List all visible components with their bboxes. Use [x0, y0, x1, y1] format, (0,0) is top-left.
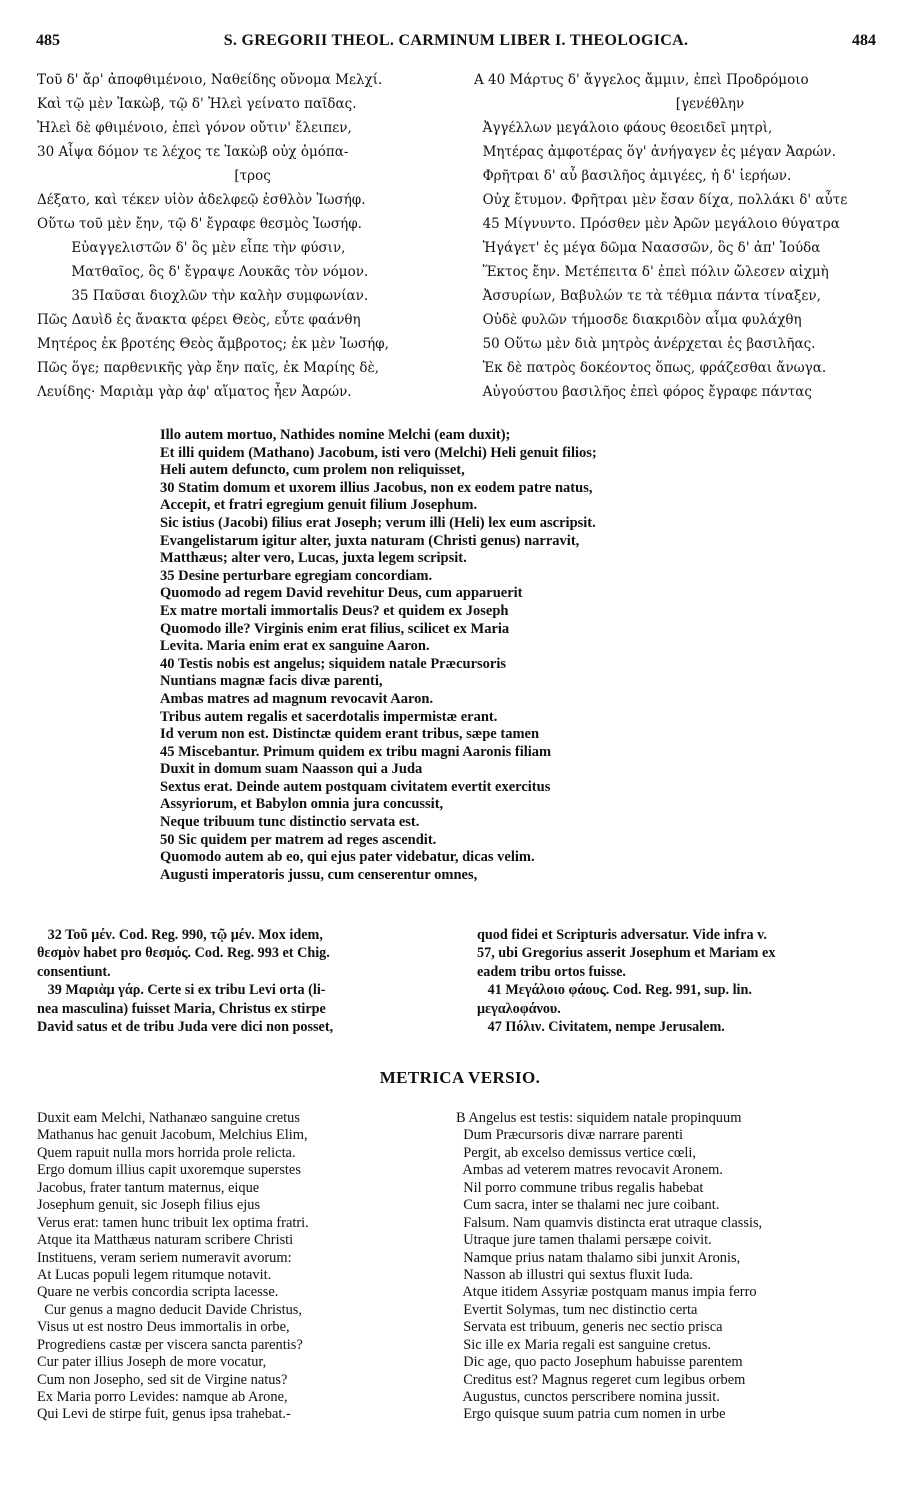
metrica-verse-line: Sic ille ex Maria regali est sanguine cretus. — [456, 1336, 711, 1353]
greek-verse-line: A 40 Μάρτυς δ' ἄγγελος ἄμμιν, ἐπεὶ Προδρόμοιο — [474, 72, 809, 88]
metrica-verse-line: Dic age, quo pacto Josephum habuisse parentem — [456, 1354, 743, 1371]
latin-verse-line: 40 Testis nobis est angelus; siquidem natale Præcursoris — [160, 655, 507, 672]
footnote-line: quod fidei et Scripturis adversatur. Vide infra v. — [477, 927, 767, 943]
latin-translation-block — [160, 427, 800, 884]
metrica-verse-line: Ergo quisque suum patria cum nomen in urbe — [456, 1406, 726, 1423]
latin-verse-line: 45 Miscebantur. Primum quidem ex tribu magni Aaronis filiam — [160, 743, 552, 760]
greek-verse-line: Πῶς Δαυὶδ ἐς ἄνακτα φέρει Θεὸς, εὖτε φαάνθη — [37, 312, 361, 328]
metrica-verse-line: Atque itidem Assyriæ postquam manus impia ferro — [456, 1284, 757, 1301]
metrica-verse-line: Duxit eam Melchi, Nathanæo sanguine cretus — [37, 1110, 300, 1126]
latin-verse-line: Neque tribuum tunc distinctio servata est. — [160, 814, 420, 831]
latin-verse-line: Accepit, et fratri egregium genuit filium Josephum. — [160, 497, 478, 514]
metrica-verse-line: Nasson ab illustri qui sextus fluxit Iuda. — [456, 1266, 694, 1283]
metrica-verse-line: Progrediens castæ per viscera sancta parentis? — [37, 1336, 303, 1353]
footnote-line: nea masculina) fuisset Maria, Christus ex stirpe — [37, 1000, 326, 1017]
metrica-verse-line: Visus ut est nostro Deus immortalis in orbe, — [37, 1319, 290, 1336]
page-number-right: 484 — [852, 32, 876, 49]
footnotes-left-column — [37, 926, 457, 1036]
metrica-verse-line: At Lucas populi legem ritumque notavit. — [37, 1266, 272, 1283]
latin-verse-line: Tribus autem regalis et sacerdotalis impermistæ erant. — [160, 708, 498, 725]
metrica-verse-line: Mathanus hac genuit Jacobum, Melchius Elim, — [37, 1127, 308, 1144]
metrica-verse-line: B Angelus est testis: siquidem natale propinquum — [456, 1110, 742, 1126]
greek-verse-line: Ἠγάγετ' ἐς μέγα δῶμα Ναασσῶν, ὃς δ' ἀπ' Ἰούδα — [474, 240, 821, 256]
greek-verse-line: Καὶ τῷ μὲν Ἰακὼβ, τῷ δ' Ἠλεὶ γείνατο παῖδας. — [37, 96, 357, 112]
greek-text-right-column — [474, 68, 899, 404]
greek-verse-line: Οὐδὲ φυλῶν τήμοσδε διακριδὸν αἷμα φυλάχθη — [474, 312, 802, 328]
metrica-verse-line: Qui Levi de stirpe fuit, genus ipsa trahebat.- — [37, 1406, 291, 1423]
greek-verse-line: Αὐγούστου βασιλῆος ἐπεὶ φόρος ἔγραφε πάντας — [474, 384, 812, 400]
footnote-line: eadem tribu ortos fuisse. — [477, 963, 626, 980]
latin-verse-line: Matthæus; alter vero, Lucas, juxta legem scripsit. — [160, 550, 467, 567]
latin-verse-line: Id verum non est. Distinctæ quidem erant tribus, sæpe tamen — [160, 726, 540, 743]
greek-verse-line: Ἐκ δὲ πατρὸς δοκέοντος ὅπως, φράζεσθαι ἄνωγα. — [474, 360, 827, 376]
section-title: METRICA VERSIO. — [379, 1068, 541, 1087]
latin-verse-line: Sic istius (Jacobi) filius erat Joseph; verum illi (Heli) lex eum ascripsit. — [160, 514, 596, 531]
greek-verse-line: Πῶς ὅγε; παρθενικῆς γὰρ ἔην παῖς, ἐκ Μαρίης δὲ, — [37, 360, 380, 376]
greek-verse-line: Εὐαγγελιστῶν δ' ὃς μὲν εἶπε τὴν φύσιν, — [37, 240, 346, 256]
latin-verse-line: Evangelistarum igitur alter, juxta naturam (Christi genus) narravit, — [160, 532, 580, 549]
latin-verse-line: Illo autem mortuo, Nathides nomine Melchi (eam duxit); — [160, 427, 511, 443]
page-header — [36, 32, 876, 54]
metrica-verse-line: Ex Maria porro Levides: namque ab Arone, — [37, 1389, 288, 1405]
greek-verse-line: Ἠλεὶ δὲ φθιμένοιο, ἐπεὶ γόνον οὔτιν' ἔλειπεν, — [37, 120, 352, 136]
metrica-verse-line: Cur genus a magno deducit Davide Christus, — [37, 1301, 302, 1318]
metrica-verse-line: Quare ne verbis concordia scripta lacesse. — [37, 1284, 279, 1301]
greek-verse-line: 35 Παῦσαι διοχλῶν τὴν καλὴν συμφωνίαν. — [37, 288, 369, 304]
greek-verse-line: Μητέρας ἀμφοτέρας ὅγ' ἀνήγαγεν ἐς μέγαν Ἀαρών. — [474, 144, 836, 160]
metrica-verse-line: Namque prius natam thalamo sibi junxit Aronis, — [456, 1249, 741, 1266]
greek-verse-line: Οὕτω τοῦ μὲν ἔην, τῷ δ' ἔγραφε θεσμὸς Ἰωσήφ. — [37, 216, 362, 232]
metrica-versio-left-column — [37, 1110, 457, 1424]
greek-verse-line: [γενέθλην — [474, 96, 745, 112]
greek-verse-line: Οὐχ ἔτυμον. Φρῆτραι μὲν ἔσαν δίχα, πολλάκι δ' αὖτε — [474, 192, 848, 208]
greek-verse-line: Τοῦ δ' ἄρ' ἀποφθιμένοιο, Ναθείδης οὔνομα Μελχί. — [37, 72, 383, 88]
metrica-verse-line: Cum non Josepho, sed sit de Virgine natus? — [37, 1371, 288, 1388]
metrica-verse-line: Ergo domum illius capit uxoremque superstes — [37, 1162, 301, 1179]
greek-verse-line: Λευίδης· Μαριὰμ γὰρ ἀφ' αἵματος ἦεν Ἀαρών. — [37, 384, 352, 400]
metrica-verse-line: Creditus est? Magnus regeret cum legibus orbem — [456, 1371, 746, 1388]
footnote-line: 41 Μεγάλοιο φάους. Cod. Reg. 991, sup. lin. — [477, 982, 752, 999]
latin-verse-line: 50 Sic quidem per matrem ad reges ascendit. — [160, 831, 437, 848]
latin-verse-line: Quomodo autem ab eo, qui ejus pater videbatur, dicas velim. — [160, 849, 535, 866]
running-title: S. GREGORII THEOL. CARMINUM LIBER I. THEOLOGICA. — [223, 32, 689, 49]
page-number-left: 485 — [36, 32, 60, 49]
latin-verse-line: Levita. Maria enim erat ex sanguine Aaron. — [160, 638, 430, 655]
metrica-verse-line: Evertit Solymas, tum nec distinctio certa — [456, 1301, 698, 1318]
metrica-verse-line: Atque ita Matthæus naturam scribere Christi — [37, 1232, 294, 1249]
metrica-verse-line: Pergit, ab excelso demissus vertice cœli, — [456, 1144, 696, 1161]
metrica-verse-line: Verus erat: tamen hunc tribuit lex optima fratri. — [37, 1214, 309, 1231]
metrica-verse-line: Jacobus, frater tantum maternus, eique — [37, 1179, 260, 1196]
footnote-line: μεγαλοφάνου. — [477, 1000, 561, 1017]
latin-verse-line: 35 Desine perturbare egregiam concordiam. — [160, 567, 433, 584]
metrica-verse-line: Dum Præcursoris divæ narrare parenti — [456, 1127, 683, 1144]
latin-verse-line: Augusti imperatoris jussu, cum censerentur omnes, — [160, 866, 478, 883]
greek-verse-line: 30 Αἶψα δόμον τε λέχος τε Ἰακὼβ οὐχ ὁμόπα- — [37, 144, 349, 160]
metrica-verse-line: Instituens, veram seriem numeravit avorum: — [37, 1249, 292, 1266]
greek-verse-line: Δέξατο, καὶ τέκεν υἱὸν ἀδελφεῷ ἐσθλὸν Ἰωσήφ. — [37, 192, 366, 208]
metrica-verse-line: Josephum genuit, sic Joseph filius ejus — [37, 1197, 261, 1214]
footnote-line: θεσμὸν habet pro θεσμός. Cod. Reg. 993 et Chig. — [37, 945, 330, 962]
latin-verse-line: Duxit in domum suam Naasson qui a Juda — [160, 761, 423, 778]
metrica-verse-line: Nil porro commune tribus regalis habebat — [456, 1179, 704, 1196]
greek-verse-line: Ἕκτος ἔην. Μετέπειτα δ' ἐπεὶ πόλιν ὤλεσεν αἰχμὴ — [474, 264, 829, 280]
metrica-verse-line: Cur pater illius Joseph de more vocatur, — [37, 1354, 267, 1371]
metrica-verse-line: Augustus, cunctos perscribere nomina jussit. — [456, 1389, 720, 1405]
footnote-line: consentiunt. — [37, 963, 111, 980]
latin-verse-line: Heli autem defuncto, cum prolem non reliquisset, — [160, 462, 465, 479]
greek-verse-line: [τρος — [37, 168, 271, 184]
metrica-verse-line: Falsum. Nam quamvis distincta erat utraque classis, — [456, 1214, 763, 1231]
latin-verse-line: Et illi quidem (Mathano) Jacobum, isti vero (Melchi) Heli genuit filios; — [160, 444, 597, 461]
greek-verse-line: Φρῆτραι δ' αὖ βασιλῆος ἀμιγέες, ἡ δ' ἱερήων. — [474, 168, 792, 184]
greek-verse-line: 45 Μίγνυντο. Πρόσθεν μὲν Ἀρῶν μεγάλοιο θύγατρα — [474, 216, 840, 232]
footnote-line: David satus et de tribu Juda vere dici non posset, — [37, 1018, 334, 1035]
footnote-line: 57, ubi Gregorius asserit Josephum et Mariam ex — [477, 945, 776, 962]
greek-verse-line: Ἀγγέλλων μεγάλοιο φάους θεοειδεῖ μητρὶ, — [474, 120, 773, 136]
latin-verse-line: 30 Statim domum et uxorem illius Jacobus, non ex eodem patre natus, — [160, 479, 593, 496]
footnote-line: 47 Πόλιν. Civitatem, nempe Jerusalem. — [477, 1018, 725, 1035]
latin-verse-line: Ex matre mortali immortalis Deus? et quidem ex Joseph — [160, 602, 509, 619]
latin-verse-line: Quomodo ad regem David revehitur Deus, cum apparuerit — [160, 585, 523, 602]
metrica-versio-right-column — [456, 1110, 896, 1424]
latin-verse-line: Nuntians magnæ facis divæ parenti, — [160, 673, 383, 690]
greek-verse-line: Ματθαῖος, ὃς δ' ἔγραψε Λουκᾶς τὸν νόμον. — [37, 264, 369, 280]
metrica-verse-line: Quem rapuit nulla mors horrida prole relicta. — [37, 1144, 296, 1161]
greek-text-left-column — [37, 68, 467, 404]
latin-verse-line: Sextus erat. Deinde autem postquam civitatem evertit exercitus — [160, 778, 551, 795]
metrica-verse-line: Cum sacra, inter se thalami nec jure coibant. — [456, 1197, 720, 1214]
latin-verse-line: Quomodo ille? Virginis enim erat filius, scilicet ex Maria — [160, 620, 510, 637]
metrica-verse-line: Servata est tribuum, generis nec sectio prisca — [456, 1319, 723, 1336]
metrica-verse-line: Ambas ad veterem matres revocavit Aronem. — [456, 1162, 723, 1179]
footnote-line: 32 Τοῦ μέν. Cod. Reg. 990, τῷ μέν. Mox idem, — [37, 927, 323, 943]
footnote-line: 39 Μαριὰμ γάρ. Certe si ex tribu Levi orta (li- — [37, 982, 326, 999]
greek-verse-line: 50 Οὕτω μὲν διὰ μητρὸς ἀνέρχεται ἐς βασιλῆας. — [474, 336, 816, 352]
metrica-verse-line: Utraque jure tamen thalami persæpe coivit. — [456, 1232, 712, 1249]
greek-verse-line: Ἀσσυρίων, Βαβυλών τε τὰ τέθμια πάντα τίναξεν, — [474, 288, 821, 304]
latin-verse-line: Assyriorum, et Babylon omnia jura concussit, — [160, 796, 444, 813]
latin-verse-line: Ambas matres ad magnum revocavit Aaron. — [160, 690, 434, 707]
greek-verse-line: Μητέρος ἐκ βροτέης Θεὸς ἄμβροτος; ἐκ μὲν Ἰωσήφ, — [37, 336, 389, 352]
footnotes-right-column — [477, 926, 892, 1036]
